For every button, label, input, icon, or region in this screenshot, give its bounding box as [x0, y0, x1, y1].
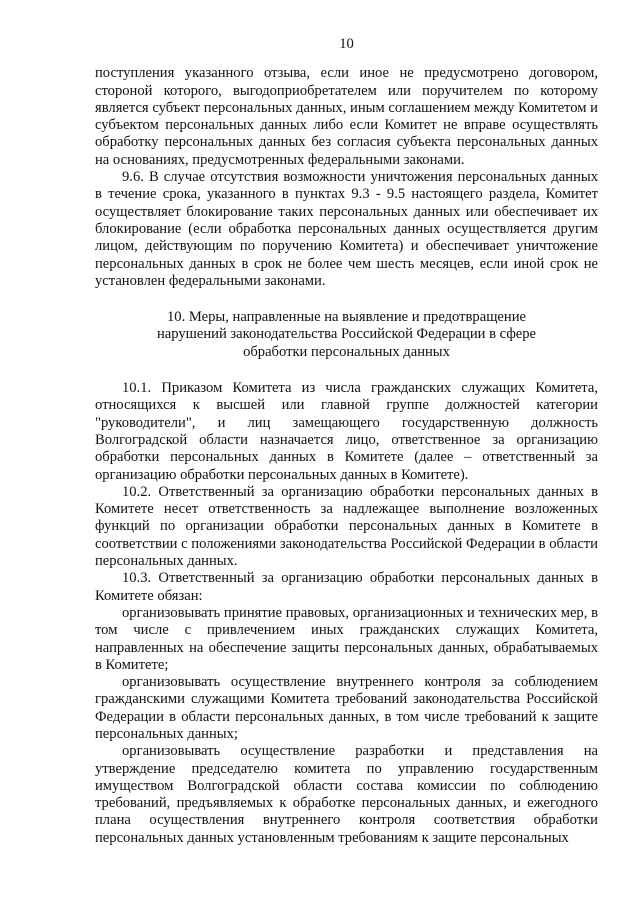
paragraph-10-2: 10.2. Ответственный за организацию обработки персональных данных в Комитете несет ответственность за надлежащее выполнение возложенных функций по организации обработки персональных данных в Комитете в соответствии с положениями законодательства Российской Федерации в области персональных данных.	[95, 483, 598, 570]
paragraph-10-1: 10.1. Приказом Комитета из числа гражданских служащих Комитета, относящихся к высшей или главной группе должностей категории "руководители", и лиц замещающего государственную должность Волгоградской области назначается лицо, ответственное за организацию обработки персональных данных в Комитете (далее – ответственный за организацию обработки персональных данных в Комитете).	[95, 380, 598, 483]
document-page	[95, 36, 598, 847]
heading-spacer	[95, 361, 598, 380]
section-heading-line-1: 10. Меры, направленные на выявление и предотвращение	[166, 309, 527, 326]
section-heading-line-3: обработки персональных данных	[243, 343, 450, 360]
duty-item-2: организовывать осуществление внутреннего контроля за соблюдением гражданскими служащими Комитета требований законодательства Российской Федерации в области персональных данных, в том числе требований к защите персональных данных;	[95, 674, 598, 742]
page-number: 10	[339, 36, 354, 52]
section-heading	[95, 309, 598, 361]
duty-item-1: организовывать принятие правовых, организационных и технических мер, в том числе с привлечением иных гражданских служащих Комитета, направленных на обеспечение защиты персональных данных, обрабатываемых в Комитете;	[95, 604, 598, 673]
paragraph-9-6: 9.6. В случае отсутствия возможности уничтожения персональных данных в течение срока, указанного в пунктах 9.3 - 9.5 настоящего раздела, Комитет осуществляет блокирование таких персональных данных или обеспечивает их блокирование (если обработка персональных данных осуществляется другим лицом, действующим по поручению Комитета) и обеспечивает уничтожение персональных данных в срок не более чем шесть месяцев, если иной срок не установлен федеральными законами.	[95, 169, 598, 289]
section-heading-line-2: нарушений законодательства Российской Федерации в сфере	[156, 326, 537, 343]
paragraph-10-3: 10.3. Ответственный за организацию обработки персональных данных в Комитете обязан:	[95, 570, 598, 604]
duty-item-3: организовывать осуществление разработки и представления на утверждение председателю комитета по управлению государственным имуществом Волгоградской области состава комиссии по соблюдению требований, предъявляемых к обработке персональных данных, и ежегодного плана осуществления внутреннего контроля соответствия обработки персональных данных установленным требованиям к защите персональных	[95, 743, 598, 846]
opening-paragraph: поступления указанного отзыва, если иное не предусмотрено договором, стороной которого, выгодоприобретателем или поручителем по которому является субъект персональных данных, иным соглашением между Комитетом и субъектом персональных данных либо если Комитет не вправе осуществлять обработку персональных данных без согласия субъекта персональных данных на основаниях, предусмотренных федеральными законами.	[95, 65, 598, 168]
